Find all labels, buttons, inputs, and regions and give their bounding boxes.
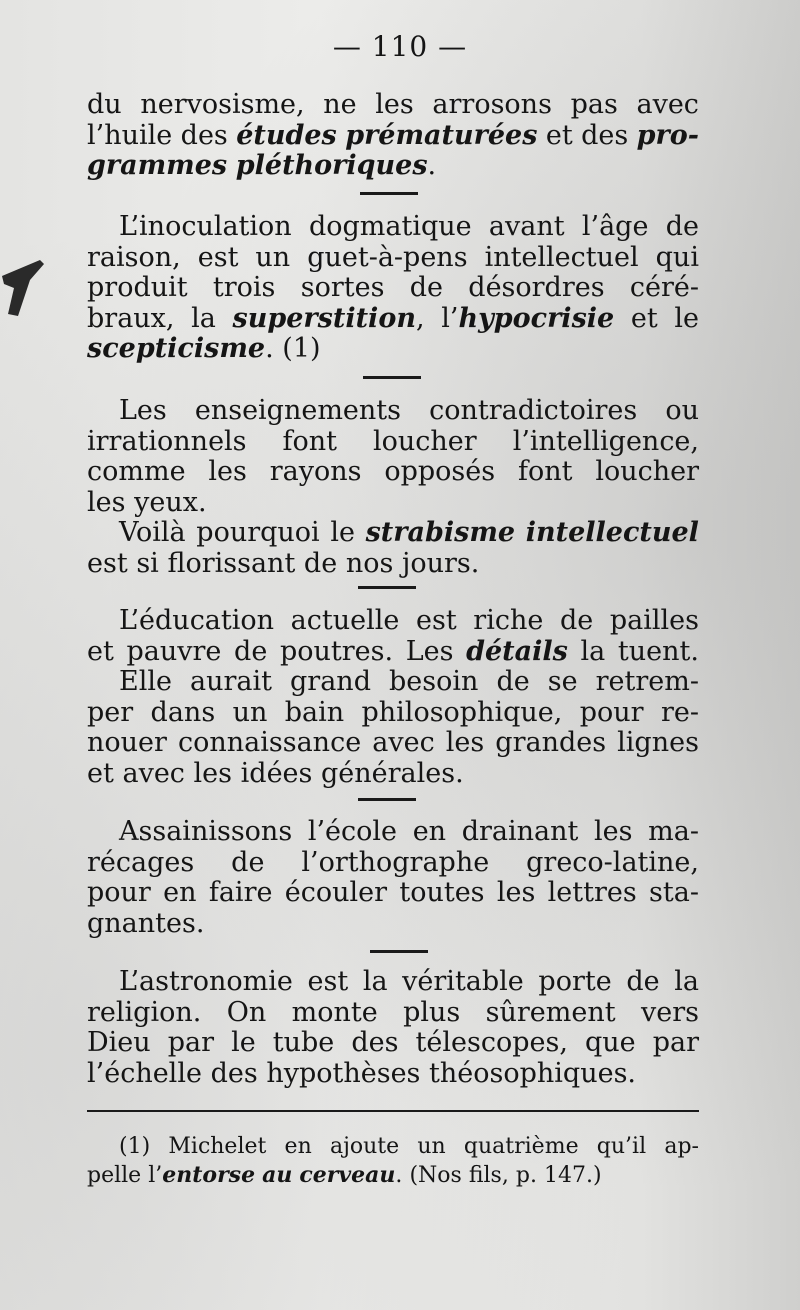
text-line xyxy=(87,606,699,637)
word: re- xyxy=(660,696,699,728)
word: ma- xyxy=(648,816,699,847)
paragraph xyxy=(87,817,699,939)
word: si xyxy=(136,547,159,579)
text-line xyxy=(87,518,699,549)
word: les xyxy=(193,757,233,789)
word: sortes xyxy=(300,272,385,303)
word: trois xyxy=(212,272,276,303)
word: aurait xyxy=(190,666,272,697)
word: contradictoires xyxy=(429,395,638,426)
text-line xyxy=(87,759,699,790)
paragraph xyxy=(87,396,699,579)
paragraph xyxy=(87,606,699,789)
word: l’âge xyxy=(581,211,649,242)
word: plus xyxy=(403,996,461,1028)
word: le xyxy=(674,302,699,334)
word: de xyxy=(303,547,338,579)
word: l’hypocrisie xyxy=(441,302,615,334)
word: (1) xyxy=(282,333,321,364)
word: de xyxy=(231,846,265,878)
word: est xyxy=(197,241,239,273)
word: scepticisme. xyxy=(87,333,274,364)
text-line xyxy=(87,121,699,152)
text-line xyxy=(87,909,699,940)
word: ou xyxy=(665,395,699,426)
word: l’entorse xyxy=(148,1162,256,1188)
word: générales. xyxy=(321,757,464,789)
text-line xyxy=(87,273,699,304)
word: comme xyxy=(87,456,186,487)
word: de xyxy=(409,272,443,303)
word: qu’il xyxy=(596,1134,647,1159)
text-line xyxy=(87,334,699,365)
word: de xyxy=(496,666,530,697)
text-line xyxy=(87,998,699,1029)
word: L’inoculation xyxy=(119,211,292,242)
text-line xyxy=(87,1132,699,1161)
word: religion. xyxy=(87,996,202,1028)
section-divider xyxy=(363,376,421,379)
word: la xyxy=(580,635,606,667)
word: raison, xyxy=(87,241,181,273)
word: par xyxy=(167,1027,215,1058)
word: loucher xyxy=(595,456,699,487)
word: font xyxy=(282,425,338,457)
word: les xyxy=(208,456,247,487)
word: vers xyxy=(641,996,699,1028)
word: de xyxy=(626,966,660,997)
word: et xyxy=(87,757,114,789)
word: de xyxy=(234,635,268,667)
word: les xyxy=(445,727,485,758)
word: drainant xyxy=(461,816,579,847)
word: pléthoriques. xyxy=(235,150,437,181)
word: pour xyxy=(579,696,644,728)
word: enseignements xyxy=(194,395,402,426)
word: détails xyxy=(466,635,568,667)
word: le xyxy=(330,517,355,548)
word: que xyxy=(584,1027,636,1058)
text-line xyxy=(87,457,699,488)
word: études xyxy=(236,119,337,151)
text-line xyxy=(87,1028,699,1059)
word: arrosons xyxy=(432,89,552,120)
word: faire xyxy=(208,877,273,908)
word: Voilà xyxy=(119,517,186,548)
word: tuent. xyxy=(617,635,699,667)
word: des xyxy=(180,119,228,151)
page-number: — 110 — xyxy=(332,30,468,63)
word: poutres. xyxy=(279,635,394,667)
text-line xyxy=(87,848,699,879)
text-line xyxy=(87,1059,699,1090)
word: cerveau. xyxy=(299,1162,403,1188)
footnote-divider xyxy=(87,1110,699,1112)
word: de xyxy=(559,605,594,636)
word: idées xyxy=(240,757,313,789)
word: les xyxy=(594,816,633,847)
word: intellectuel xyxy=(525,517,699,548)
word: lettres xyxy=(547,877,637,908)
word: se xyxy=(547,666,578,697)
word: produit xyxy=(87,272,188,303)
word: en xyxy=(412,816,447,847)
word: écouler xyxy=(284,877,388,908)
word: télescopes, xyxy=(415,1027,568,1058)
word: théosophiques. xyxy=(429,1057,637,1089)
section-divider xyxy=(370,950,428,953)
word: L’astronomie xyxy=(119,966,293,997)
paragraph xyxy=(87,967,699,1089)
word: est xyxy=(307,966,349,997)
word: ap- xyxy=(664,1134,699,1159)
word: tube xyxy=(272,1027,335,1058)
word: hypothèses xyxy=(266,1057,421,1089)
word: par xyxy=(652,1027,699,1058)
word: actuelle xyxy=(290,605,400,636)
word: un xyxy=(232,696,268,728)
word: pour xyxy=(87,877,151,908)
word: véritable xyxy=(402,966,524,997)
word: ne xyxy=(323,89,357,120)
word: rayons xyxy=(269,456,362,487)
word: pailles xyxy=(609,605,699,636)
word: et xyxy=(630,302,658,334)
text-line xyxy=(87,549,699,580)
word: et xyxy=(545,119,573,151)
word: font xyxy=(517,456,573,487)
word: Les xyxy=(405,635,454,667)
ink-mark xyxy=(0,258,50,318)
paragraph xyxy=(87,90,699,182)
word: les xyxy=(496,877,536,908)
word: avec xyxy=(636,89,699,120)
word: nos xyxy=(345,547,394,579)
word: philosophique, xyxy=(361,696,563,728)
word: irrationnels xyxy=(87,425,247,457)
word: sûrement xyxy=(485,996,616,1028)
text-line xyxy=(87,243,699,274)
word: la xyxy=(362,966,388,997)
word: gnantes. xyxy=(87,907,205,939)
word: yeux. xyxy=(134,486,207,518)
word: Dieu xyxy=(87,1027,151,1058)
word: céré- xyxy=(629,272,699,303)
word: p. xyxy=(515,1163,537,1188)
word: dans xyxy=(150,696,216,728)
word: désordres xyxy=(468,272,605,303)
word: les xyxy=(87,486,126,518)
word: le xyxy=(231,1027,256,1058)
word: prématurées xyxy=(345,119,538,151)
word: toutes xyxy=(399,877,485,908)
word: nouer xyxy=(87,727,167,758)
word: pro- xyxy=(636,119,699,151)
text-line xyxy=(87,817,699,848)
section-divider xyxy=(358,798,416,801)
word: pelle xyxy=(87,1163,142,1188)
word: grammes xyxy=(87,150,228,181)
word: pourquoi xyxy=(196,517,320,548)
word: fils, xyxy=(468,1163,509,1188)
word: des xyxy=(210,1057,258,1089)
word: ajoute xyxy=(329,1134,400,1159)
text-line xyxy=(87,667,699,698)
word: connaissance xyxy=(177,727,362,758)
word: la xyxy=(674,966,699,997)
word: des xyxy=(581,119,629,151)
section-divider xyxy=(358,586,416,589)
word: 147.) xyxy=(543,1163,602,1188)
text-line xyxy=(87,488,699,519)
word: l’intelligence, xyxy=(512,425,699,457)
word: l’orthographe xyxy=(301,846,490,878)
word: (Nos xyxy=(409,1163,462,1188)
word: bain xyxy=(284,696,345,728)
word: Elle xyxy=(119,666,172,697)
section-divider xyxy=(360,192,418,195)
word: strabisme xyxy=(365,517,516,548)
word: On xyxy=(226,996,267,1028)
text-line xyxy=(87,151,699,182)
word: un xyxy=(417,1134,446,1159)
word: en xyxy=(284,1134,312,1159)
word: du xyxy=(87,89,122,120)
word: de xyxy=(665,211,699,242)
word: récages xyxy=(87,846,195,878)
word: pauvre xyxy=(126,635,222,667)
word: avec xyxy=(122,757,185,789)
text-line xyxy=(87,396,699,427)
word: quatrième xyxy=(463,1134,579,1159)
word: greco-latine, xyxy=(526,846,699,878)
word: nervosisme, xyxy=(140,89,305,120)
word: est xyxy=(415,605,457,636)
word: loucher xyxy=(373,425,477,457)
text-line xyxy=(87,637,699,668)
text-line xyxy=(87,304,699,335)
word: opposés xyxy=(384,456,496,487)
word: monte xyxy=(291,996,378,1028)
word: l’échelle xyxy=(87,1057,202,1089)
text-line xyxy=(87,212,699,243)
word: grandes xyxy=(495,727,607,758)
text-line xyxy=(87,698,699,729)
word: lignes xyxy=(617,727,699,758)
word: guet-à-pens xyxy=(307,241,468,273)
word: florissant xyxy=(167,547,296,579)
word: l’école xyxy=(307,816,398,847)
word: L’éducation xyxy=(119,605,275,636)
word: dogmatique xyxy=(308,211,472,242)
word: Assainissons xyxy=(119,816,293,847)
word: en xyxy=(163,877,197,908)
word: superstition, xyxy=(232,302,425,334)
word: qui xyxy=(655,241,699,273)
word: les xyxy=(375,89,414,120)
word: per xyxy=(87,696,134,728)
paragraph xyxy=(87,212,699,365)
word: et xyxy=(87,635,114,667)
word: jours. xyxy=(401,547,480,579)
word: un xyxy=(255,241,291,273)
word: la xyxy=(191,302,216,334)
word: des xyxy=(351,1027,399,1058)
word: grand xyxy=(290,666,371,697)
word: retrem- xyxy=(595,666,699,697)
text-line xyxy=(87,1161,699,1190)
word: riche xyxy=(473,605,544,636)
word: intellectuel xyxy=(484,241,639,273)
word: braux, xyxy=(87,302,175,334)
word: avec xyxy=(372,727,435,758)
word: porte xyxy=(538,966,612,997)
word: Les xyxy=(119,395,167,426)
word: avant xyxy=(488,211,565,242)
word: sta- xyxy=(649,877,699,908)
text-line xyxy=(87,728,699,759)
word: (1) xyxy=(119,1134,151,1159)
word: au xyxy=(262,1162,293,1188)
word: est xyxy=(87,547,128,579)
word: pas xyxy=(570,89,618,120)
text-line xyxy=(87,90,699,121)
word: l’huile xyxy=(87,119,173,151)
text-line xyxy=(87,427,699,458)
footnote xyxy=(87,1132,699,1190)
text-line xyxy=(87,878,699,909)
text-line xyxy=(87,967,699,998)
word: besoin xyxy=(389,666,479,697)
word: Michelet xyxy=(168,1134,267,1159)
